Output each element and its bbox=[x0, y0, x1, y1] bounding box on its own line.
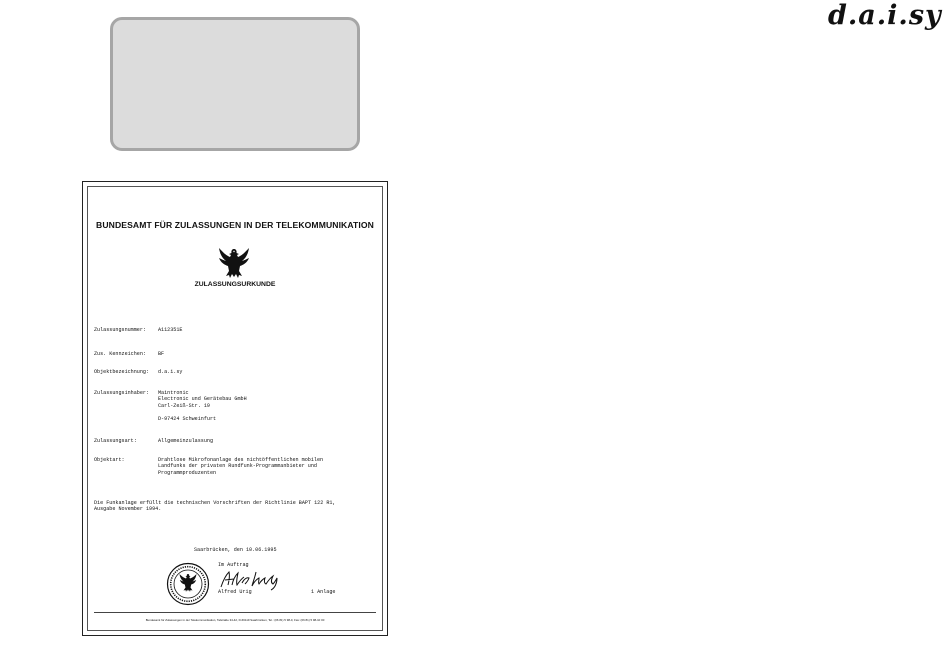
authority-heading: BUNDESAMT FÜR ZULASSUNGEN IN DER TELEKOMMUNIKATION bbox=[96, 220, 374, 230]
footer-divider bbox=[94, 612, 376, 613]
federal-eagle-icon bbox=[217, 245, 251, 281]
signer-name: Alfred Urig bbox=[218, 589, 252, 595]
statement-line: Ausgabe November 1994. bbox=[94, 506, 162, 513]
field-zulassungsinhaber bbox=[94, 390, 247, 422]
field-label: Objektart: bbox=[94, 457, 125, 463]
certificate-document bbox=[82, 181, 388, 636]
certificate-title: ZULASSUNGSURKUNDE bbox=[194, 281, 276, 288]
brand-logo: d.a.i.sy bbox=[828, 0, 942, 31]
place-date: Saarbrücken, den 10.06.1995 bbox=[194, 547, 277, 553]
field-value: BF bbox=[158, 351, 165, 357]
statement-line: Die Funkanlage erfüllt die technischen Vorschriften der Richtlinie BAPT 122 R1, bbox=[94, 500, 336, 506]
field-objektart bbox=[94, 457, 323, 476]
field-value: Carl-Zeiß-Str. 19 bbox=[158, 402, 210, 409]
field-value: A112351E bbox=[158, 327, 183, 333]
field-label: Zulassungsinhaber: bbox=[94, 390, 150, 396]
field-value: Landfunks der privaten Rundfunk-Programmanbieter und bbox=[158, 463, 317, 470]
field-value: D-97424 Schweinfurt bbox=[158, 415, 217, 422]
on-behalf-label: Im Auftrag bbox=[218, 562, 249, 568]
blank-panel bbox=[110, 17, 360, 151]
field-value: Drahtlose Mikrofonanlage des nichtöffentlichen mobilen bbox=[158, 457, 324, 463]
attachment-note: 1 Anlage bbox=[311, 589, 336, 595]
field-value: d.a.i.sy bbox=[158, 369, 183, 375]
field-value: Allgemeinzulassung bbox=[158, 438, 214, 444]
footer-address: Bundesamt für Zulassungen in der Telekommunikation, Talstraße 34-42, D-66119 Saarbrücken, Tel.: (06 81) 5 98-0, Fax: (06 81) 5 98-10 00 bbox=[145, 618, 325, 622]
handwritten-signature bbox=[218, 567, 293, 591]
field-value: Maintronic bbox=[158, 390, 189, 396]
compliance-statement bbox=[94, 500, 335, 513]
official-seal-icon bbox=[166, 562, 210, 606]
field-objektbezeichnung bbox=[94, 369, 182, 375]
field-label: Zulassungsart: bbox=[94, 438, 137, 444]
field-zus-kennzeichen bbox=[94, 351, 164, 357]
field-zulassungsart bbox=[94, 438, 213, 444]
field-label: Zulassungsnummer: bbox=[94, 327, 146, 333]
field-value: Programmproduzenten bbox=[158, 469, 217, 476]
field-value: Electronic und Gerätebau GmbH bbox=[158, 396, 247, 403]
field-label: Zus. Kennzeichen: bbox=[94, 351, 146, 357]
field-label: Objektbezeichnung: bbox=[94, 369, 150, 375]
field-zulassungsnummer bbox=[94, 327, 182, 333]
